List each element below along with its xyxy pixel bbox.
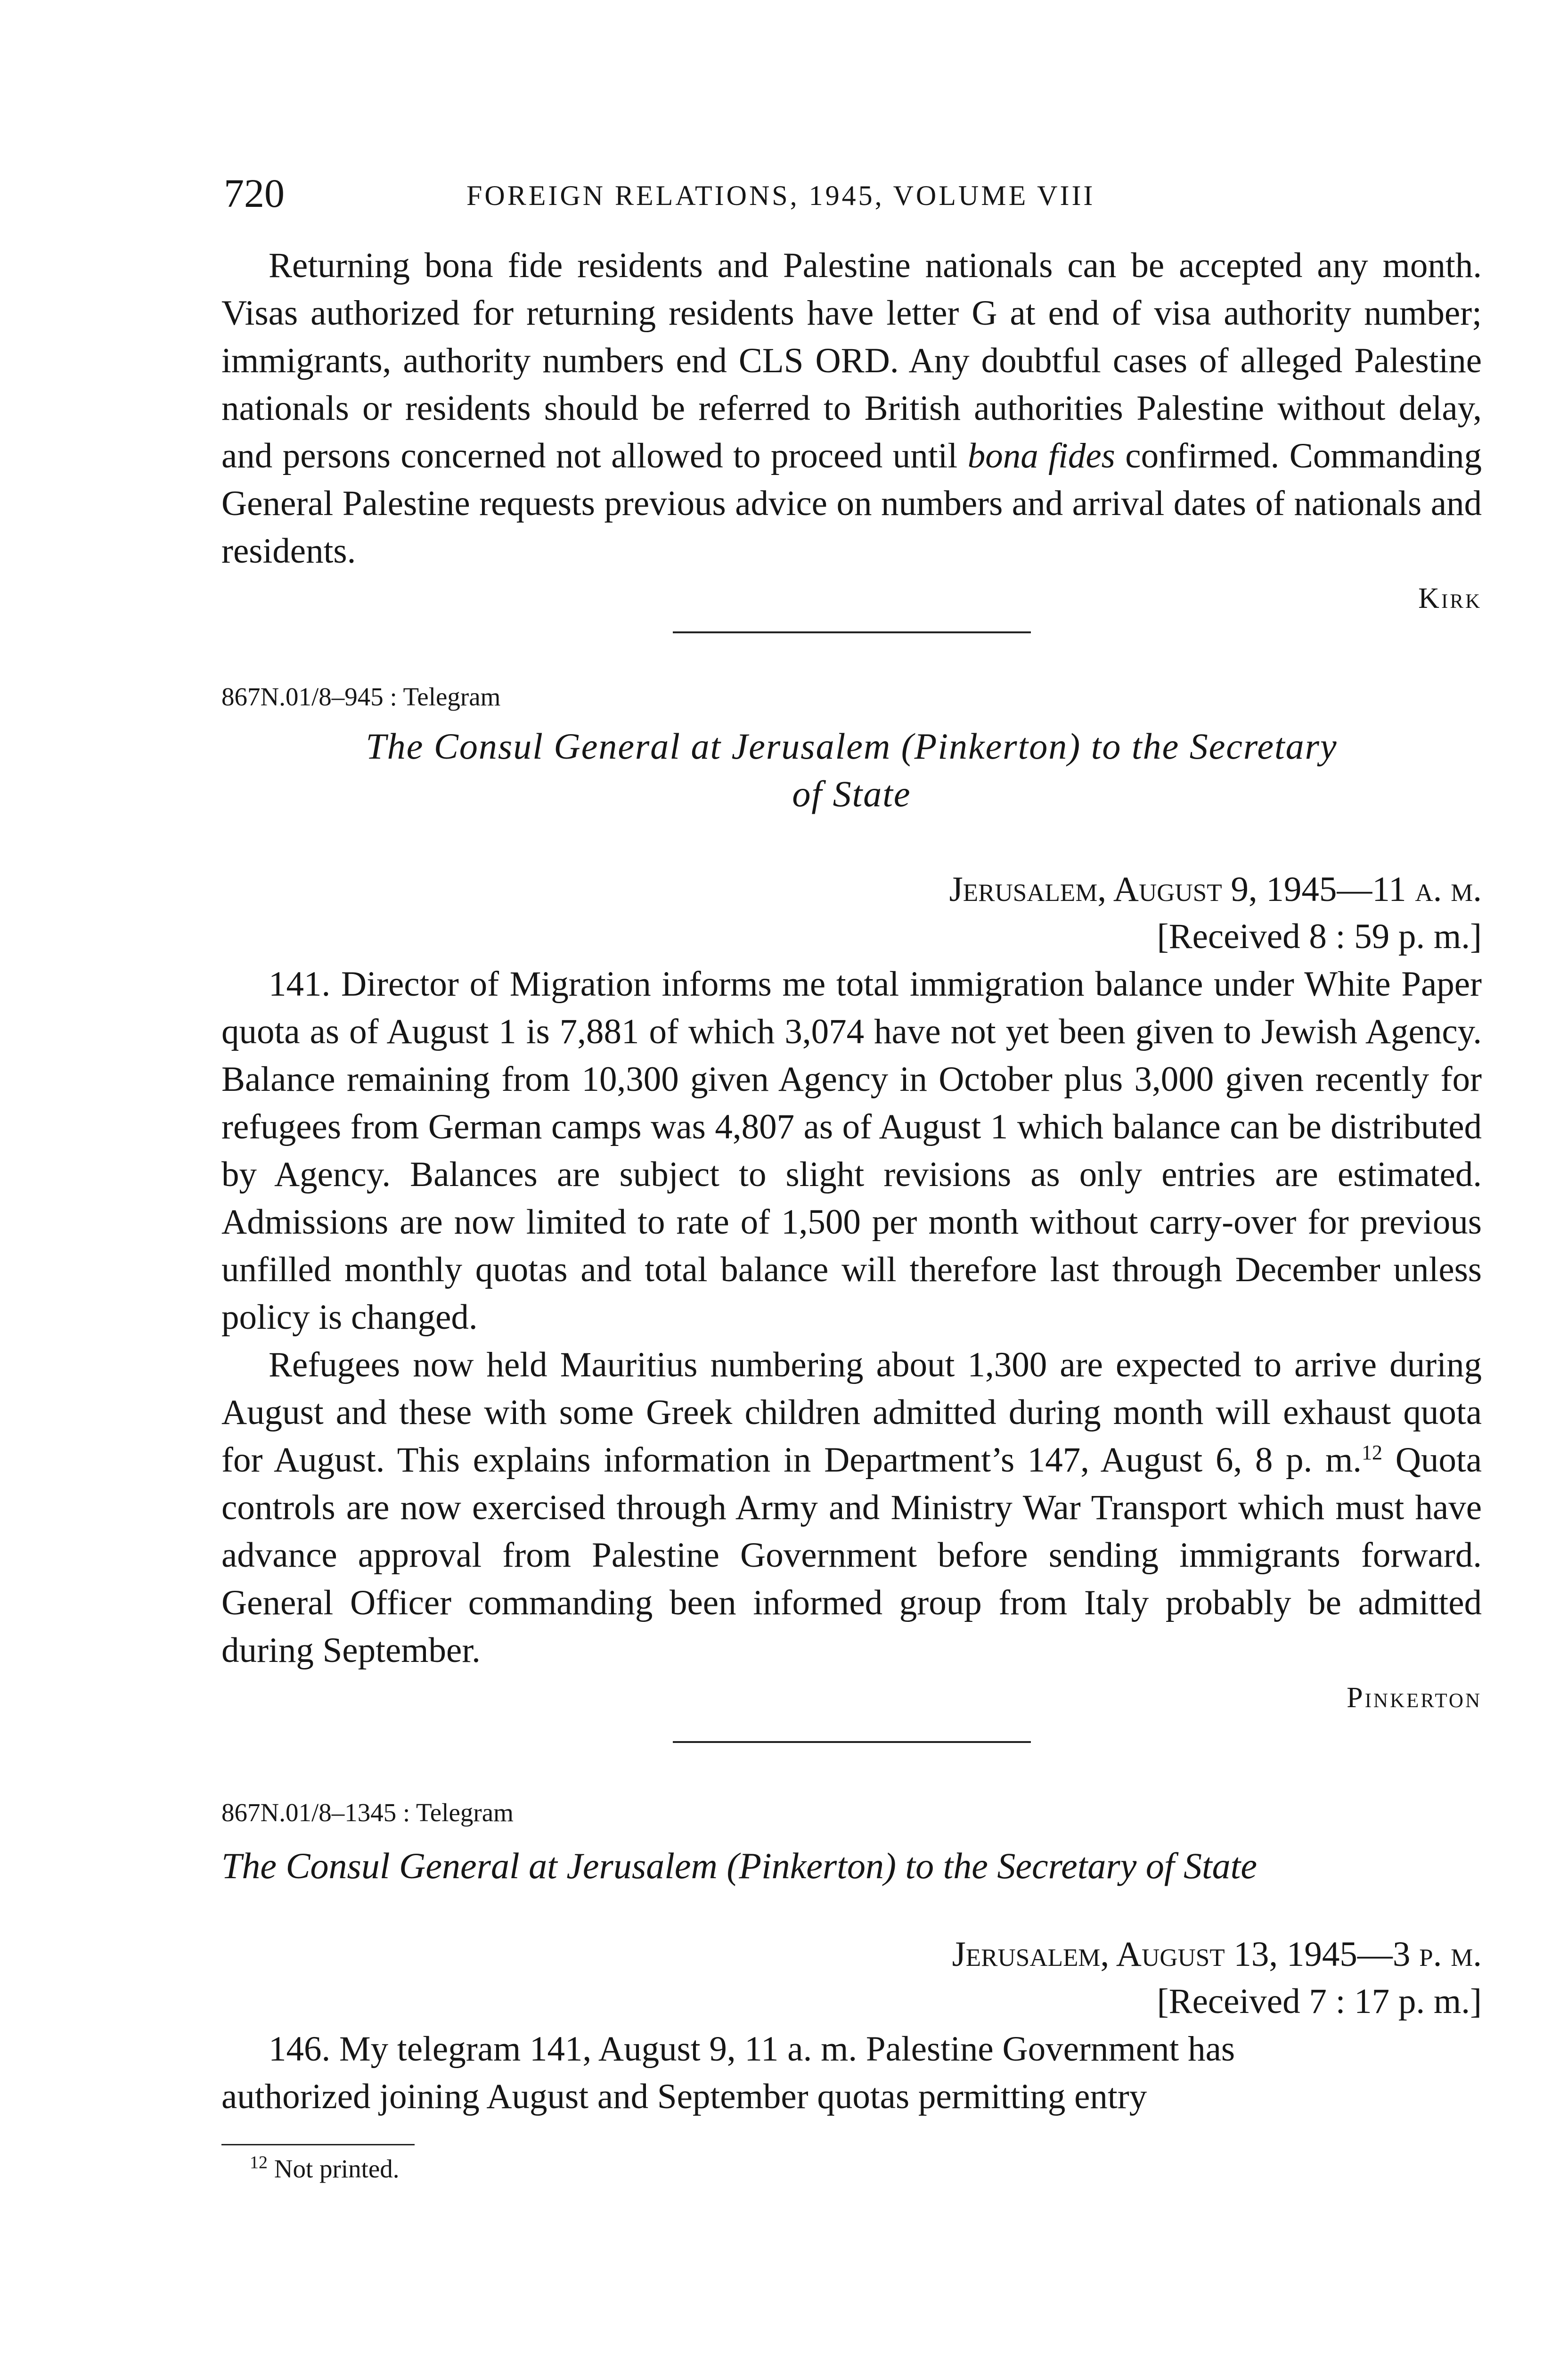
page-number: 720 bbox=[224, 171, 285, 216]
paragraph-returning-residents bbox=[221, 242, 1482, 575]
footnote-text: Not printed. bbox=[274, 2154, 400, 2183]
paragraph-text-end: Quota controls are now exercised through Army and Ministry War Transport which must have advance approval from Palestine Government before sending immigrants forward. General Officer commanding been informed group from Italy probably be admitted during September. bbox=[221, 1440, 1482, 1670]
running-title: FOREIGN RELATIONS, 1945, VOLUME VIII bbox=[466, 180, 1095, 211]
running-header bbox=[221, 167, 1482, 219]
section-divider bbox=[673, 1741, 1031, 1743]
file-reference: 867N.01/8–1345 : Telegram bbox=[221, 1798, 514, 1827]
dateline: Jerusalem, August 9, 1945—11 a. m. bbox=[949, 870, 1482, 909]
paragraph-146-line-1: 146. My telegram 141, August 9, 11 a. m. Palestine Government has bbox=[269, 2029, 1235, 2069]
footnote-reference: 12 bbox=[1362, 1441, 1383, 1464]
received-time: [Received 7 : 17 p. m.] bbox=[1157, 1982, 1482, 2021]
paragraph-text-end: confirmed. Commanding General Palestine requests previous advice on numbers and arrival dates of nationals and residents. bbox=[221, 436, 1482, 571]
paragraph-text: Refugees now held Mauritius numbering about 1,300 are expected to arrive during August and these with some Greek children admitted during month will exhaust quota for August. This explains information in Department’s 147, August 6, 8 p. m. bbox=[221, 1345, 1482, 1480]
signature-kirk: Kirk bbox=[1418, 582, 1482, 614]
paragraph-141: 141. Director of Migration informs me total immigration balance under White Paper quota as of August 1 is 7,881 of which 3,074 have not yet been given to Jewish Agency. Balance remaining from 10,300 given Agency in October plus 3,000 given recently for refugees from German camps was 4,807 as of August 1 which balance can be distributed by Agency. Balances are subject to slight revisions as only entries are estimated. Admissions are now limited to rate of 1,500 per month without carry-over for previous unfilled monthly quotas and total balance will therefore last through December unless policy is changed. bbox=[221, 965, 1482, 1337]
paragraph-text: Returning bona fide residents and Palestine nationals can be accepted any month. Visas authorized for returning residents have letter G at end of visa authority number; immigrants, authority numbers end CLS ORD. Any doubtful cases of alleged Palestine nationals or residents should be referred to British authorities Palestine without delay, and persons concerned not allowed to proceed until bbox=[221, 246, 1482, 475]
heading-line-2: of State bbox=[792, 773, 911, 814]
received-time: [Received 8 : 59 p. m.] bbox=[1157, 917, 1482, 956]
document-page bbox=[221, 167, 1482, 2188]
footnote-divider bbox=[221, 2144, 415, 2145]
document-heading: The Consul General at Jerusalem (Pinkerton) to the Secretary of State bbox=[221, 1845, 1257, 1886]
file-reference: 867N.01/8–945 : Telegram bbox=[221, 682, 501, 711]
dateline: Jerusalem, August 13, 1945—3 p. m. bbox=[952, 1935, 1482, 1974]
paragraph-146-line-2: authorized joining August and September quotas permitting entry bbox=[221, 2077, 1147, 2116]
paragraph-refugees bbox=[221, 1341, 1482, 1674]
section-divider bbox=[673, 631, 1031, 633]
signature-pinkerton: Pinkerton bbox=[1347, 1682, 1482, 1714]
document-heading bbox=[221, 722, 1482, 818]
footnote-number: 12 bbox=[250, 2152, 268, 2173]
italic-term: bona fides bbox=[967, 436, 1115, 475]
footnote bbox=[250, 2150, 1482, 2188]
heading-line-1: The Consul General at Jerusalem (Pinkerton) to the Secretary bbox=[366, 726, 1338, 767]
